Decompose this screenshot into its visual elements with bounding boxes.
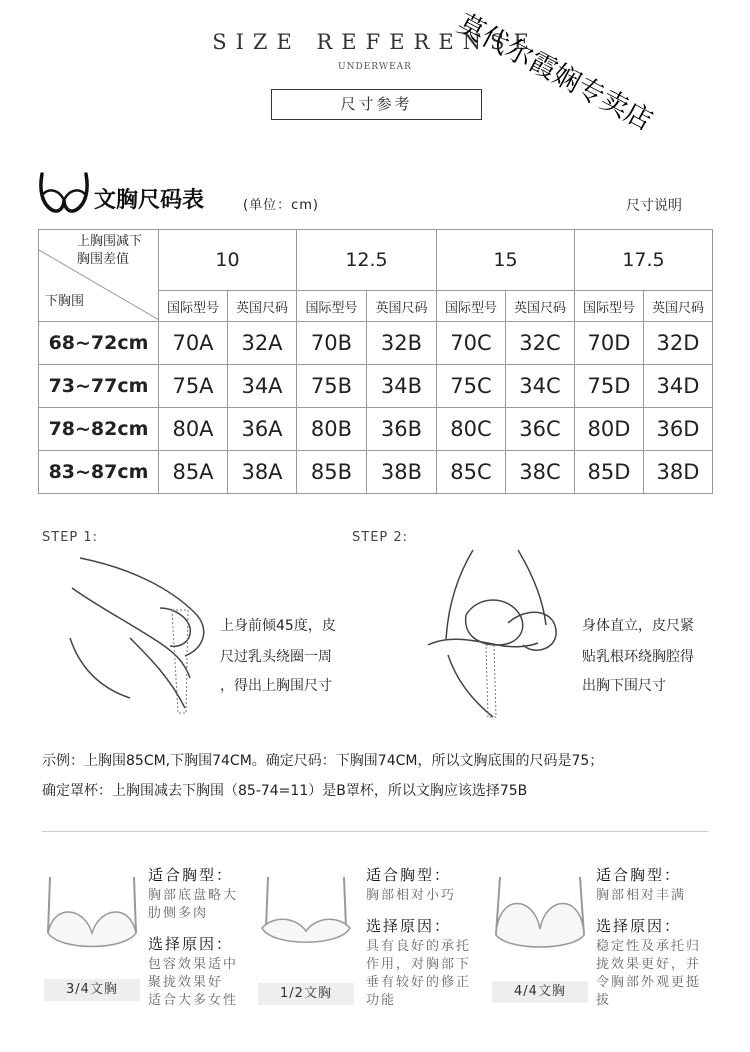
step1-text-line: ，得出上胸围尺寸 [220, 678, 332, 694]
table-cell: 34A [228, 365, 297, 408]
size-table-title: 文胸尺码表 [94, 188, 205, 213]
bra-4-4-cup-icon [492, 873, 588, 953]
section-label-box: 尺寸参考 [271, 89, 482, 120]
table-cell: 70B [297, 322, 367, 365]
reason-line: 聚拢效果好 [148, 975, 224, 990]
step1-label: STEP 1: [42, 530, 99, 545]
group-header: 12.5 [297, 230, 437, 291]
table-cell: 85C [437, 451, 506, 494]
table-cell: 32D [644, 322, 713, 365]
step2-text-line: 出胸下围尺寸 [582, 678, 666, 694]
step1-text-line: 上身前倾45度，皮 [220, 618, 336, 634]
fit-title: 适合胸型： [148, 866, 234, 884]
corner-label-mid: 胸围差值 [77, 252, 130, 267]
fit-line: 胸部相对丰满 [596, 888, 687, 903]
table-cell: 32A [228, 322, 297, 365]
fit-line: 胸部相对小巧 [366, 888, 457, 903]
table-cell: 38B [367, 451, 437, 494]
reason-line: 适合大多女性 [148, 993, 239, 1008]
cup-label: 3/4文胸 [44, 979, 140, 1001]
table-cell: 38D [644, 451, 713, 494]
table-cell: 38A [228, 451, 297, 494]
table-row [39, 322, 713, 365]
page-title: SIZE REFERENSE [212, 30, 538, 54]
table-cell: 75A [159, 365, 228, 408]
reason-line: 具有良好的承托 [366, 939, 472, 954]
sub-header-intl: 国际型号 [159, 291, 228, 322]
page-subtitle: UNDERWEAR [338, 62, 412, 72]
row-label: 78~82cm [39, 408, 159, 451]
sub-header-intl: 国际型号 [575, 291, 644, 322]
table-cell: 32C [506, 322, 575, 365]
divider [42, 831, 708, 832]
reason-title: 选择原因： [366, 917, 452, 935]
example-line-1: 示例：上胸围85CM,下胸围74CM。确定尺码：下胸围74CM，所以文胸底围的尺码是75； [42, 753, 604, 769]
table-row [39, 365, 713, 408]
table-cell: 70C [437, 322, 506, 365]
table-cell: 70D [575, 322, 644, 365]
reason-title: 选择原因： [148, 935, 234, 953]
table-cell: 36B [367, 408, 437, 451]
row-label: 73~77cm [39, 365, 159, 408]
table-cell: 80C [437, 408, 506, 451]
table-cell: 75B [297, 365, 367, 408]
table-cell: 70A [159, 322, 228, 365]
reason-line: 稳定性及承托归 [596, 939, 702, 954]
step1-text-line: 尺过乳头绕圈一周 [220, 649, 332, 665]
group-header: 10 [159, 230, 297, 291]
table-cell: 34D [644, 365, 713, 408]
reason-line: 令胸部外观更挺 [596, 975, 702, 990]
reason-line: 功能 [366, 993, 397, 1008]
reason-line: 拔 [596, 993, 612, 1008]
reason-line: 作用，对胸部下 [366, 957, 472, 972]
table-cell: 32B [367, 322, 437, 365]
size-note-link: 尺寸说明 [626, 198, 682, 214]
size-table-unit: (单位：cm) [243, 198, 319, 213]
group-header: 17.5 [575, 230, 713, 291]
table-cell: 34B [367, 365, 437, 408]
corner-label-bottom: 下胸围 [45, 294, 85, 309]
table-cell: 80A [159, 408, 228, 451]
fit-line: 肋侧多肉 [148, 906, 209, 921]
sub-header-intl: 国际型号 [437, 291, 506, 322]
table-cell: 36D [644, 408, 713, 451]
bra-1-2-cup-icon [258, 873, 354, 953]
reason-line: 垂有较好的修正 [366, 975, 472, 990]
row-label: 68~72cm [39, 322, 159, 365]
step2-label: STEP 2: [352, 530, 409, 545]
fit-line: 胸部底盘略大 [148, 888, 239, 903]
store-watermark: 莫代尔霞娴专卖店 [452, 8, 658, 137]
table-cell: 85D [575, 451, 644, 494]
group-header: 15 [437, 230, 575, 291]
step1-measure-illustration [60, 548, 220, 718]
reason-line: 拢效果更好，并 [596, 957, 702, 972]
bra-icon [36, 170, 92, 218]
sub-header-uk: 英国尺码 [644, 291, 713, 322]
example-line-2: 确定罩杯：上胸围减去下胸围（85-74=11）是B罩杯，所以文胸应该选择75B [42, 783, 528, 799]
table-cell: 34C [506, 365, 575, 408]
reason-line: 包容效果适中 [148, 957, 239, 972]
table-cell: 75C [437, 365, 506, 408]
bra-size-table [38, 229, 713, 494]
table-cell: 36A [228, 408, 297, 451]
cup-label: 4/4文胸 [492, 981, 588, 1003]
sub-header-intl: 国际型号 [297, 291, 367, 322]
reason-title: 选择原因： [596, 917, 682, 935]
table-cell: 80B [297, 408, 367, 451]
table-cell: 75D [575, 365, 644, 408]
sub-header-uk: 英国尺码 [228, 291, 297, 322]
fit-title: 适合胸型： [366, 866, 452, 884]
table-cell: 36C [506, 408, 575, 451]
bra-3-4-cup-icon [44, 873, 140, 953]
table-cell: 80D [575, 408, 644, 451]
step2-measure-illustration [418, 545, 578, 720]
step2-text-line: 身体直立，皮尺紧 [582, 618, 694, 634]
table-row [39, 451, 713, 494]
corner-label-top: 上胸围减下 [77, 234, 143, 249]
sub-header-uk: 英国尺码 [367, 291, 437, 322]
row-label: 83~87cm [39, 451, 159, 494]
table-corner-cell [39, 230, 159, 322]
table-cell: 38C [506, 451, 575, 494]
fit-title: 适合胸型： [596, 866, 682, 884]
table-cell: 85A [159, 451, 228, 494]
sub-header-uk: 英国尺码 [506, 291, 575, 322]
cup-label: 1/2文胸 [258, 983, 354, 1005]
table-row [39, 408, 713, 451]
table-cell: 85B [297, 451, 367, 494]
step2-text-line: 贴乳根环绕胸腔得 [582, 649, 694, 665]
